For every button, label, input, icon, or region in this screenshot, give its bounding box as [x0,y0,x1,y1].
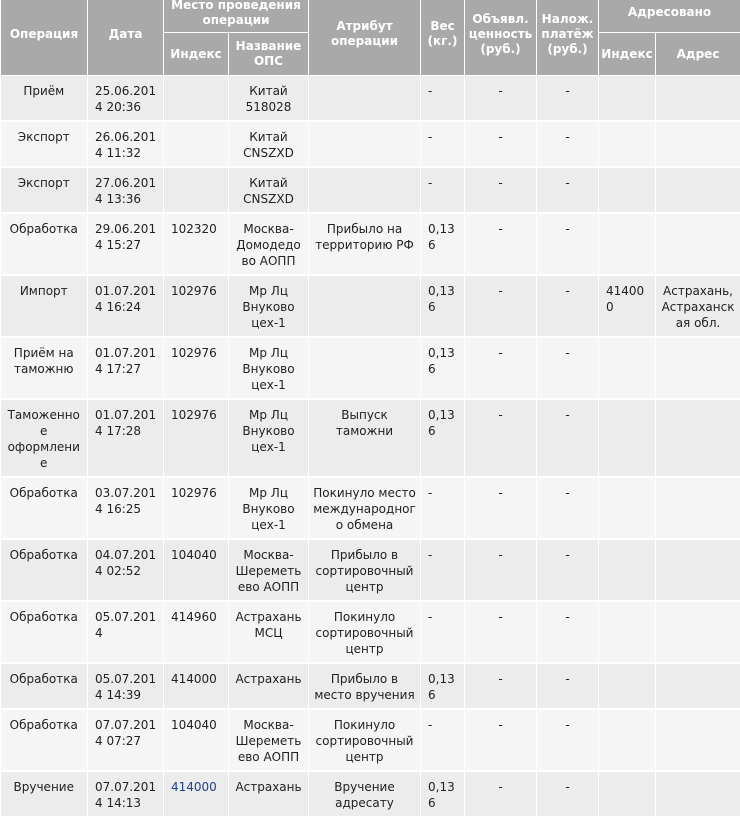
cell-declared-value: - [465,539,537,601]
header-date: Дата [88,0,164,76]
cell-index: 104040 [164,539,229,601]
table-row [1,663,740,709]
cell-weight: 0,136 [421,275,465,337]
cell-index: 104040 [164,709,229,771]
cell-weight: - [421,709,465,771]
header-addr-index: Индекс [599,33,656,76]
cell-declared-value: - [465,663,537,709]
cell-addr-index [599,76,656,122]
cell-cod: - [537,399,599,477]
cell-addr-index: 414000 [599,275,656,337]
cell-addr-index [599,601,656,663]
cell-attribute: Прибыло в место вручения [309,663,421,709]
header-attribute: Атрибут операции [309,0,421,76]
cell-operation: Обработка [1,663,88,709]
cell-date: 29.06.2014 15:27 [88,213,164,275]
cell-operation: Приём [1,76,88,122]
cell-addr-address [656,709,740,771]
cell-cod: - [537,337,599,399]
cell-addr-index [599,213,656,275]
cell-date: 26.06.2014 11:32 [88,121,164,167]
cell-ops-name: Москва-Домодедово АОПП [229,213,309,275]
cell-index: 414000 [164,663,229,709]
cell-weight: - [421,477,465,539]
cell-date: 01.07.2014 16:24 [88,275,164,337]
table-body [1,76,740,818]
cell-declared-value: - [465,121,537,167]
cell-operation: Обработка [1,709,88,771]
cell-attribute: Выпуск таможни [309,399,421,477]
cell-date: 05.07.2014 14:39 [88,663,164,709]
cell-addr-address: Астрахань, Астраханская обл. [656,275,740,337]
cell-ops-name: Мр Лц Внуково цех-1 [229,337,309,399]
cell-weight: - [421,167,465,213]
cell-index: 102320 [164,213,229,275]
cell-addr-address [656,76,740,122]
cell-date: 25.06.2014 20:36 [88,76,164,122]
cell-attribute: Покинуло сортировочный центр [309,709,421,771]
cell-attribute [309,121,421,167]
cell-date: 04.07.2014 02:52 [88,539,164,601]
cell-cod: - [537,275,599,337]
cell-date: 07.07.2014 14:13 [88,771,164,817]
header-addressed: Адресовано [599,0,740,33]
cell-cod: - [537,539,599,601]
cell-index: 414960 [164,601,229,663]
cell-addr-address [656,213,740,275]
cell-date: 05.07.2014 [88,601,164,663]
table-row [1,337,740,399]
table-row [1,477,740,539]
cell-date: 27.06.2014 13:36 [88,167,164,213]
table-row [1,76,740,122]
cell-ops-name: Москва-Шереметьево АОПП [229,709,309,771]
cell-addr-address [656,601,740,663]
cell-ops-name: Китай 518028 [229,76,309,122]
cell-cod: - [537,771,599,817]
cell-attribute: Покинуло сортировочный центр [309,601,421,663]
cell-addr-index [599,771,656,817]
header-weight: Вес (кг.) [421,0,465,76]
cell-ops-name: Мр Лц Внуково цех-1 [229,275,309,337]
cell-index [164,167,229,213]
cell-weight: 0,136 [421,213,465,275]
cell-date: 01.07.2014 17:27 [88,337,164,399]
cell-index: 102976 [164,399,229,477]
cell-attribute [309,337,421,399]
header-declared-value: Объявл. ценность (руб.) [465,0,537,76]
cell-declared-value: - [465,399,537,477]
cell-operation: Экспорт [1,121,88,167]
cell-operation: Обработка [1,477,88,539]
cell-ops-name: Китай CNSZXD [229,167,309,213]
cell-addr-address [656,477,740,539]
cell-addr-address [656,539,740,601]
cell-declared-value: - [465,275,537,337]
header-addr-address: Адрес [656,33,740,76]
cell-operation: Приём на таможню [1,337,88,399]
cell-ops-name: Москва-Шереметьево АОПП [229,539,309,601]
cell-attribute [309,275,421,337]
cell-addr-address [656,399,740,477]
cell-weight: - [421,76,465,122]
cell-addr-index [599,167,656,213]
cell-declared-value: - [465,709,537,771]
cell-weight: 0,136 [421,771,465,817]
cell-ops-name: Астрахань [229,771,309,817]
cell-cod: - [537,121,599,167]
cell-operation: Вручение [1,771,88,817]
cell-index: 102976 [164,275,229,337]
header-place: Место проведения операции [164,0,309,33]
cell-weight: 0,136 [421,337,465,399]
cell-declared-value: - [465,167,537,213]
cell-declared-value: - [465,213,537,275]
cell-ops-name: Астрахань [229,663,309,709]
cell-ops-name: Мр Лц Внуково цех-1 [229,399,309,477]
table-row [1,275,740,337]
cell-attribute: Прибыло на территорию РФ [309,213,421,275]
cell-addr-address [656,663,740,709]
cell-operation: Обработка [1,539,88,601]
header-ops-name: Название ОПС [229,33,309,76]
cell-declared-value: - [465,601,537,663]
table-row [1,539,740,601]
cell-ops-name: Астрахань МСЦ [229,601,309,663]
cell-attribute: Прибыло в сортировочный центр [309,539,421,601]
cell-cod: - [537,663,599,709]
cell-index [164,121,229,167]
header-cod: Налож. платёж (руб.) [537,0,599,76]
table-row [1,213,740,275]
cell-declared-value: - [465,477,537,539]
cell-addr-address [656,167,740,213]
cell-index: 102976 [164,337,229,399]
cell-date: 07.07.2014 07:27 [88,709,164,771]
cell-addr-index [599,539,656,601]
cell-cod: - [537,709,599,771]
cell-operation: Обработка [1,213,88,275]
cell-date: 03.07.2014 16:25 [88,477,164,539]
cell-addr-index [599,709,656,771]
cell-addr-address [656,337,740,399]
table-row [1,399,740,477]
cell-declared-value: - [465,771,537,817]
cell-addr-index [599,337,656,399]
cell-index [164,771,229,817]
cell-ops-name: Мр Лц Внуково цех-1 [229,477,309,539]
table-row [1,601,740,663]
cell-addr-address [656,771,740,817]
table-row [1,709,740,771]
cell-index [164,76,229,122]
table-row [1,771,740,817]
cell-operation: Экспорт [1,167,88,213]
cell-operation: Импорт [1,275,88,337]
table-row [1,167,740,213]
table-row [1,121,740,167]
cell-cod: - [537,167,599,213]
cell-addr-index [599,663,656,709]
table-header [1,0,740,76]
cell-attribute: Покинуло место международного обмена [309,477,421,539]
cell-weight: 0,136 [421,663,465,709]
cell-cod: - [537,477,599,539]
cell-addr-index [599,477,656,539]
cell-weight: - [421,601,465,663]
cell-date: 01.07.2014 17:28 [88,399,164,477]
header-operation: Операция [1,0,88,76]
cell-attribute: Вручение адресату [309,771,421,817]
cell-addr-address [656,121,740,167]
cell-declared-value: - [465,337,537,399]
cell-operation: Обработка [1,601,88,663]
cell-addr-index [599,399,656,477]
cell-cod: - [537,213,599,275]
cell-addr-index [599,121,656,167]
index-link[interactable]: 414000 [171,780,217,794]
cell-weight: 0,136 [421,399,465,477]
cell-ops-name: Китай CNSZXD [229,121,309,167]
cell-attribute [309,76,421,122]
cell-attribute [309,167,421,213]
cell-declared-value: - [465,76,537,122]
cell-weight: - [421,121,465,167]
cell-weight: - [421,539,465,601]
cell-operation: Таможенное оформление [1,399,88,477]
header-index: Индекс [164,33,229,76]
cell-index: 102976 [164,477,229,539]
cell-cod: - [537,76,599,122]
cell-cod: - [537,601,599,663]
